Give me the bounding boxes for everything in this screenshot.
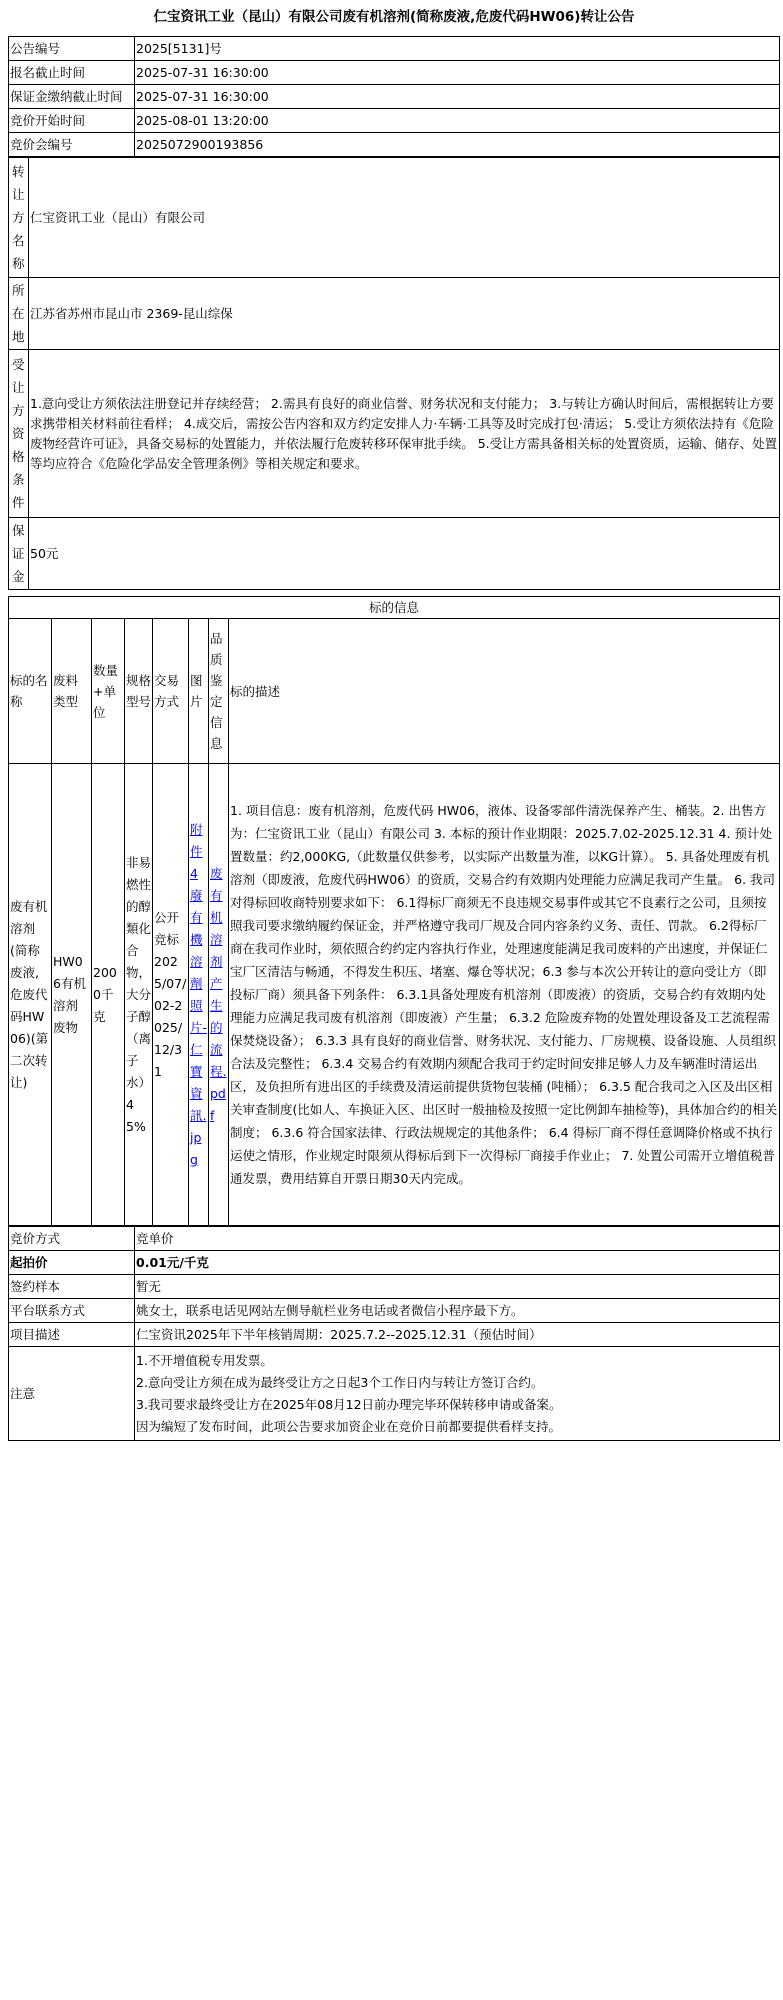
bidding-value: 暂无 <box>135 1275 780 1299</box>
image-attachment-link[interactable]: 附件4廢有機溶劑照片-仁寶資訊.jpg <box>190 821 208 1167</box>
note-line: 1.不开增值税专用发票。 <box>136 1352 273 1368</box>
lot-trade: 公开竞标 2025/07/02-2025/12/31 <box>153 764 189 1226</box>
lot-image-cell <box>189 764 209 1226</box>
qualification-value: 1.意向受让方须依法注册登记并存续经营； 2.需具有良好的商业信誉、财务状况和支付能力； 3.与转让方确认时间后，需根据转让方要求携带相关材料前往看样； 4.成交后，需按公告内容和双方约定安排人力·车辆·工具等及时完成打包·清运； 5.受让方须依法持有《危险废物经营许可证》，具备交易标的处置能力，并依法履行危废转移环保审批手续。 5.受让方需具备相关标的处置资质，运输、储存、处置等均应符合《危险化学品安全管理条例》等相关规定和要求。 <box>29 350 780 518</box>
lot-header-desc: 标的描述 <box>229 619 780 764</box>
basic-value: 2025072900193856 <box>135 133 780 157</box>
notes-label: 注意 <box>9 1347 135 1441</box>
note-line: 因为编短了发布时间，此项公告要求加资企业在竞价日前都要提供看样支持。 <box>136 1418 562 1434</box>
basic-value: 2025-08-01 13:20:00 <box>135 109 780 133</box>
basic-label: 竞价会编号 <box>9 133 135 157</box>
basic-label: 竞价开始时间 <box>9 109 135 133</box>
lot-desc: 1. 项目信息：废有机溶剂，危废代码 HW06，液体、设备零部件清洗保养产生、桶装。2. 出售方为：仁宝资讯工业（昆山）有限公司 3. 本标的预计作业期限：2025.7.02-2025.12.31 4. 预计处置数量：约2,000KG,（此数量仅供参考，以实际产出数量为准，以KG计算）。 5. 具备处理废有机溶剂（即废液，危废代码HW06）的资质，交易合约有效期内处理能力应满足我司产生量。 6. 我司对得标回收商特别要求如下： 6.1得标厂商须无不良违规交易事件或其它不良素行之公司，且须按照我司要求缴纳履约保证金，并严格遵守我司厂规及合同内容条约义务、责任、罚款。 6.2得标厂商在我司作业时，须依照合约约定内容执行作业，处理速度能满足我司废料的产出速度，并保证仁宝厂区清洁与畅通，不得发生积压、堵塞、爆仓等状况；6.3 参与本次公开转让的意向受让方（即投标厂商）须具备下列条件： 6.3.1具备处理废有机溶剂（即废液）的资质，交易合约有效期内处理能力应满足我司废有机溶剂（即废液）产生量； 6.3.2 危险废弃物的处置处理设备及工艺流程需保焚烧设备）； 6.3.3 具有良好的商业信誉、财务状况、支付能力、厂房规模、设备设施、人员组织合法及完整性； 6.3.4 交易合约有效期内须配合我司于约定时间安排足够人力及车辆准时清运出区，及负担所有进出区的手续费及清运前提供货物包装桶 (吨桶）； 6.3.5 配合我司之入区及出区相关审查制度(比如人、车换证入区、出区时一般抽检及按照一定比例卸车抽检等)，具体加合约的相关制度； 6.3.6 符合国家法律、行政法规规定的其他条件； 6.4 得标厂商不得任意调降价格或不执行运使之情形，作业规定时限须从得标后到下一次得标厂商接手作业止； 7. 处置公司需开立增值税普通发票，费用结算自开票日期30天内完成。 <box>229 764 780 1226</box>
basic-label: 公告编号 <box>9 37 135 61</box>
notes-row <box>9 1347 780 1441</box>
lot-spec: 非易燃性的醇類化合物，大分子醇（离子水）45% <box>125 764 153 1226</box>
lot-table <box>8 596 780 1226</box>
bidding-row <box>9 1275 780 1299</box>
lot-quality-cell <box>209 764 229 1226</box>
lot-header-row <box>9 619 780 764</box>
deposit-row <box>9 518 780 590</box>
note-line: 3.我司要求最终受让方在2025年08月12日前办理完毕环保转移申请或备案。 <box>136 1396 562 1412</box>
lot-header-qty: 数量+单位 <box>92 619 125 764</box>
seller-name-row <box>9 158 780 278</box>
deposit-label: 保证金 <box>9 518 29 590</box>
seller-table <box>8 157 780 590</box>
lot-type: HW06有机溶剂废物 <box>52 764 92 1226</box>
basic-label: 报名截止时间 <box>9 61 135 85</box>
qualification-label: 受让方资格条件 <box>9 350 29 518</box>
bidding-label: 竞价方式 <box>9 1227 135 1251</box>
seller-location-label: 所在地 <box>9 278 29 350</box>
bidding-row <box>9 1227 780 1251</box>
bidding-value: 竞单价 <box>135 1227 780 1251</box>
bidding-row <box>9 1299 780 1323</box>
bidding-value: 仁宝资讯2025年下半年核销周期：2025.7.2--2025.12.31（预估时间） <box>135 1323 780 1347</box>
bidding-label: 起拍价 <box>9 1251 135 1275</box>
qualification-row <box>9 350 780 518</box>
basic-label: 保证金缴纳截止时间 <box>9 85 135 109</box>
lot-header-spec: 规格型号 <box>125 619 153 764</box>
basic-row <box>9 109 780 133</box>
bidding-label: 平台联系方式 <box>9 1299 135 1323</box>
quality-attachment-link[interactable]: 废有机溶剂产生的流程.pdf <box>210 865 227 1123</box>
seller-location-row <box>9 278 780 350</box>
lot-header-type: 废料类型 <box>52 619 92 764</box>
basic-row <box>9 37 780 61</box>
lot-name: 废有机溶剂(简称废液,危废代码HW06)(第二次转让) <box>9 764 52 1226</box>
basic-value: 2025-07-31 16:30:00 <box>135 85 780 109</box>
bidding-label: 签约样本 <box>9 1275 135 1299</box>
lot-header-quality: 品质鉴定信息 <box>209 619 229 764</box>
basic-info-table <box>8 36 780 157</box>
notes-cell <box>135 1347 780 1441</box>
bidding-row <box>9 1323 780 1347</box>
page-title: 仁宝资讯工业（昆山）有限公司废有机溶剂(简称废液,危废代码HW06)转让公告 <box>153 9 635 25</box>
seller-location-value: 江苏省苏州市昆山市 2369-昆山综保 <box>29 278 780 350</box>
seller-name-value: 仁宝资讯工业（昆山）有限公司 <box>29 158 780 278</box>
basic-row <box>9 85 780 109</box>
note-line: 2.意向受让方须在成为最终受让方之日起3个工作日内与转让方签订合约。 <box>136 1374 544 1390</box>
lot-section-title-row <box>9 597 780 619</box>
lot-header-name: 标的名称 <box>9 619 52 764</box>
bidding-value: 0.01元/千克 <box>135 1251 780 1275</box>
lot-section-title: 标的信息 <box>9 597 780 619</box>
seller-name-label: 转让方名称 <box>9 158 29 278</box>
lot-header-image: 图片 <box>189 619 209 764</box>
basic-row <box>9 133 780 157</box>
announcement-page <box>8 0 780 1441</box>
lot-row <box>9 764 780 1226</box>
basic-value: 2025[5131]号 <box>135 37 780 61</box>
lot-qty: 2000千克 <box>92 764 125 1226</box>
bidding-row <box>9 1251 780 1275</box>
basic-value: 2025-07-31 16:30:00 <box>135 61 780 85</box>
bidding-table <box>8 1226 780 1441</box>
deposit-value: 50元 <box>29 518 780 590</box>
basic-row <box>9 61 780 85</box>
lot-header-trade: 交易方式 <box>153 619 189 764</box>
bidding-label: 项目描述 <box>9 1323 135 1347</box>
bidding-value: 姚女士，联系电话见网站左侧导航栏业务电话或者微信小程序最下方。 <box>135 1299 780 1323</box>
